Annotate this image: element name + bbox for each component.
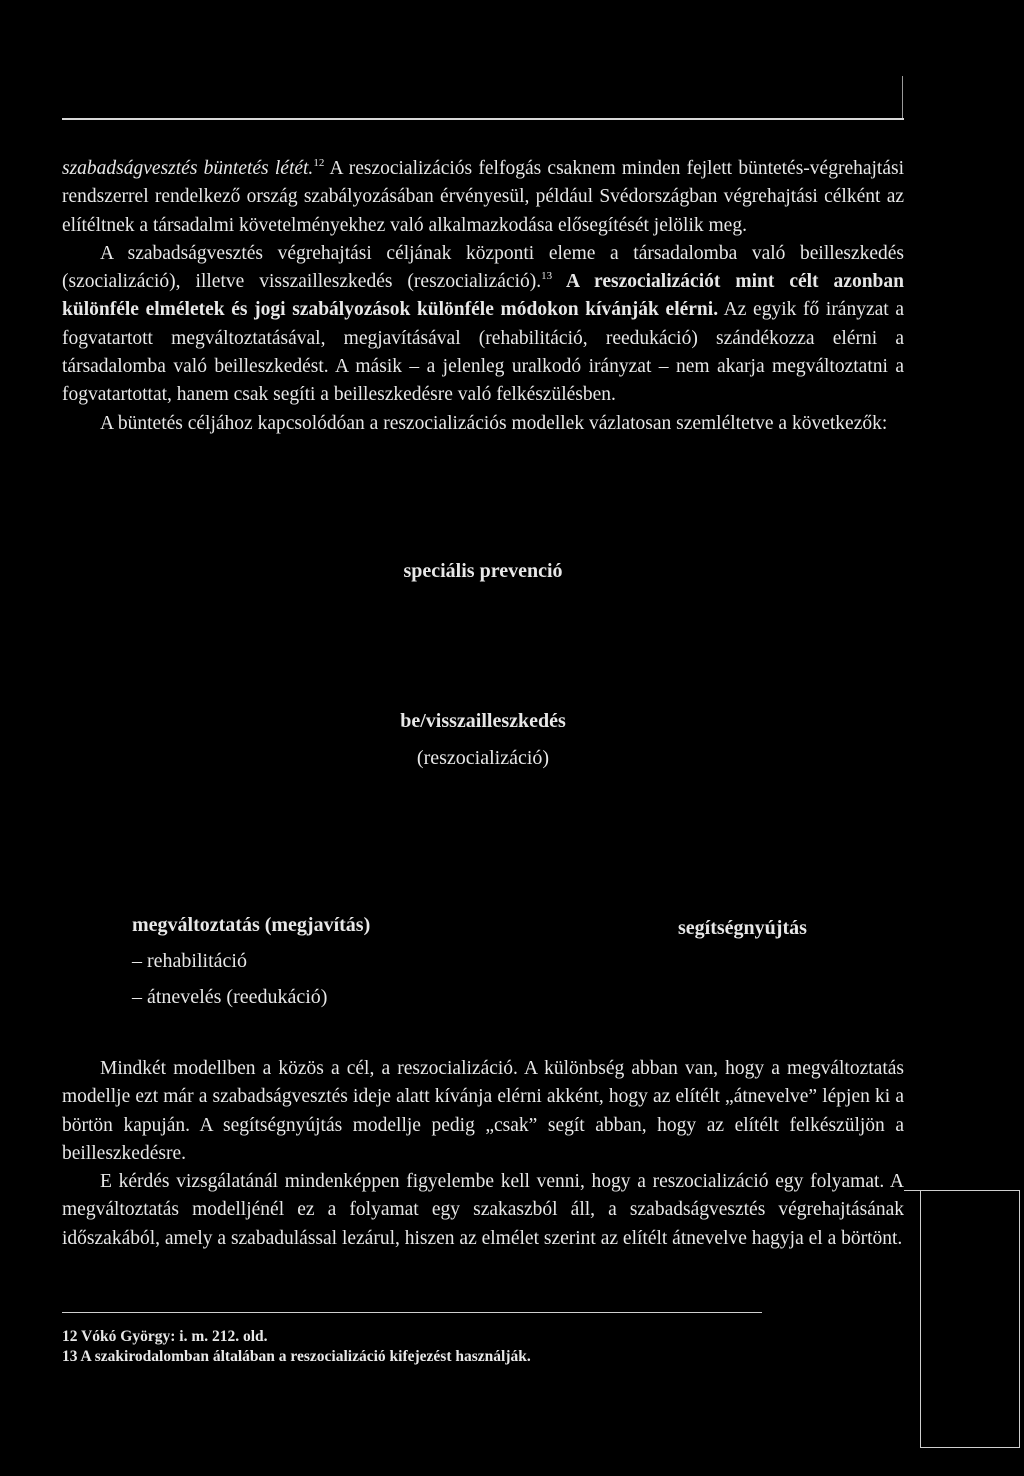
footnote-ref-12: 12 bbox=[313, 157, 325, 169]
bold-emphasis: A reszocializációt mint célt azonban különféle elméletek és jogi szabályozások különféle módokon kívánják elérni. bbox=[62, 271, 904, 321]
footnote-ref-13: 13 bbox=[541, 270, 553, 283]
diagram-middle-node: be/visszailleszkedés bbox=[400, 710, 566, 732]
paragraph-5: E kérdés vizsgálatánál mindenképpen figyelembe kell venni, hogy a reszocializáció egy folyamat. A megváltoztatás modelljénél ez a folyamat egy szakaszból áll, a szabadságvesztés végrehajtásának időszakából, amely a szabadulással lezárul, hiszen az elmélet szerint az elítélt átnevelve hagyja el a börtönt. bbox=[62, 1171, 904, 1249]
footnotes bbox=[62, 1327, 904, 1367]
diagram-middle-subtitle: (reszocializáció) bbox=[416, 747, 550, 769]
footnote-rule bbox=[62, 1312, 762, 1313]
footnote-12: 12 Vókó György: i. m. 212. old. bbox=[62, 1328, 268, 1345]
diagram-left-node bbox=[132, 907, 462, 1015]
paragraph-4: Mindkét modellben a közös a cél, a reszocializáció. A különbség abban van, hogy a megváltoztatás modellje ezt már a szabadságvesztés ideje alatt kívánja elérni akként, hogy az elítélt „átnevelve” lépjen ki a börtön kapuján. A segítségnyújtás modellje pedig „csak” segít abban, hogy az elítélt felkészüljön a beilleszkedésre. bbox=[62, 1058, 904, 1164]
paragraph-1-text: A reszocializációs felfogás csaknem minden fejlett büntetés-végrehajtási rendszerrel rendelkező ország szabályozásában érvényesül, például Svédországban végrehajtási célként az elítéltnek a társadalmi követelményekhez való alkalmazkodása elősegítését jelölik meg. bbox=[62, 158, 904, 236]
paragraph-2-text-b: Az egyik fő irányzat a fogvatartott megváltoztatásával, megjavításával (rehabilitáció, reedukáció) szándékozza elérni a társadalomba való beilleszkedést. A másik – a jelenleg uralkodó irányzat – nem akarja megváltoztatni a fogvatartottat, hanem csak segíti a beilleszkedésre való felkészülésben. bbox=[62, 299, 904, 406]
paragraph-2 bbox=[62, 240, 904, 410]
header-rule bbox=[62, 118, 904, 120]
margin-tick bbox=[904, 1190, 920, 1191]
top-margin-tick bbox=[902, 76, 903, 120]
paragraph-2-text-a: A szabadságvesztés végrehajtási céljának központi eleme a társadalomba való beilleszkedés (szocializáció), illetve visszailleszkedés (reszocializáció). bbox=[62, 242, 904, 293]
footnote-13: 13 A szakirodalomban általában a reszocializáció kifejezést használják. bbox=[62, 1348, 531, 1365]
paragraph-3: A büntetés céljához kapcsolódóan a reszocializációs modellek vázlatosan szemléltetve a következők: bbox=[100, 412, 888, 434]
diagram-right-node: segítségnyújtás bbox=[678, 917, 807, 939]
italic-fragment: szabadságvesztés büntetés létét. bbox=[62, 158, 314, 179]
margin-box bbox=[920, 1190, 1020, 1448]
paragraph-1 bbox=[62, 155, 904, 240]
body-text-upper bbox=[62, 155, 904, 438]
diagram-top-node: speciális prevenció bbox=[403, 560, 563, 582]
diagram-left-item: – rehabilitáció bbox=[132, 950, 247, 972]
diagram-left-item: – átnevelés (reedukáció) bbox=[132, 986, 328, 1008]
body-text-lower bbox=[62, 1055, 904, 1253]
diagram-left-title: megváltoztatás (megjavítás) bbox=[132, 914, 371, 936]
